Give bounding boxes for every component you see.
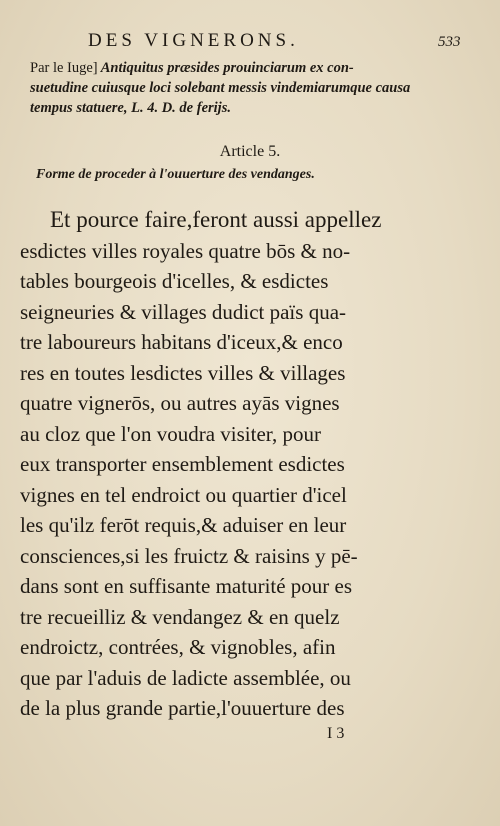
body-line: res en toutes lesdictes villes & villages: [20, 360, 346, 385]
article-subtitle: Forme de proceder à l'ouuerture des vendanges.: [36, 167, 315, 182]
note-citation-2: suetudine cuiusque loci solebant messis vindemiarumque causa: [30, 80, 411, 96]
marginal-note: [30, 58, 470, 118]
body-line: de la plus grande partie,l'ouuerture des: [20, 696, 345, 720]
body-line: esdictes villes royales quatre bōs & no-: [20, 238, 351, 263]
body-line: tre recueilliz & vendangez & en quelz: [20, 604, 340, 629]
body-line: tables bourgeois d'icelles, & esdictes: [20, 269, 329, 293]
body-line: quatre vignerōs, ou autres ayās vignes: [20, 391, 340, 415]
note-lead: Par le Iuge]: [30, 60, 98, 76]
body-line: dans sont en suffisante maturité pour es: [20, 574, 353, 598]
body-text: [20, 205, 475, 724]
body-line: les qu'ilz ferōt requis,& aduiser en leur: [20, 513, 347, 537]
body-line: vignes en tel endroict ou quartier d'icel: [20, 482, 347, 507]
note-citation-3: tempus statuere, L. 4. D. de ferijs.: [30, 100, 231, 116]
body-line: que par l'aduis de ladicte assemblée, ou: [20, 665, 351, 690]
article-label: Article 5.: [219, 143, 281, 160]
running-title: DES VIGNERONS.: [88, 30, 299, 51]
body-line: Et pource faire,feront aussi appellez: [50, 207, 382, 232]
page-number: 533: [438, 34, 461, 50]
body-line: tre laboureurs habitans d'iceux,& enco: [20, 330, 343, 354]
body-line: seigneuries & villages dudict païs qua-: [20, 299, 347, 324]
signature-mark: I 3: [327, 725, 345, 742]
body-line: endroictz, contrées, & vignobles, afin: [20, 635, 336, 659]
body-line: eux transporter ensemblement esdictes: [20, 452, 345, 476]
note-citation-1: Antiquitus præsides prouinciarum ex con-: [100, 60, 354, 76]
body-line: au cloz que l'on voudra visiter, pour: [20, 421, 321, 446]
body-line: consciences,si les fruictz & raisins y pē-: [20, 543, 358, 568]
note-line-1: [30, 58, 470, 78]
